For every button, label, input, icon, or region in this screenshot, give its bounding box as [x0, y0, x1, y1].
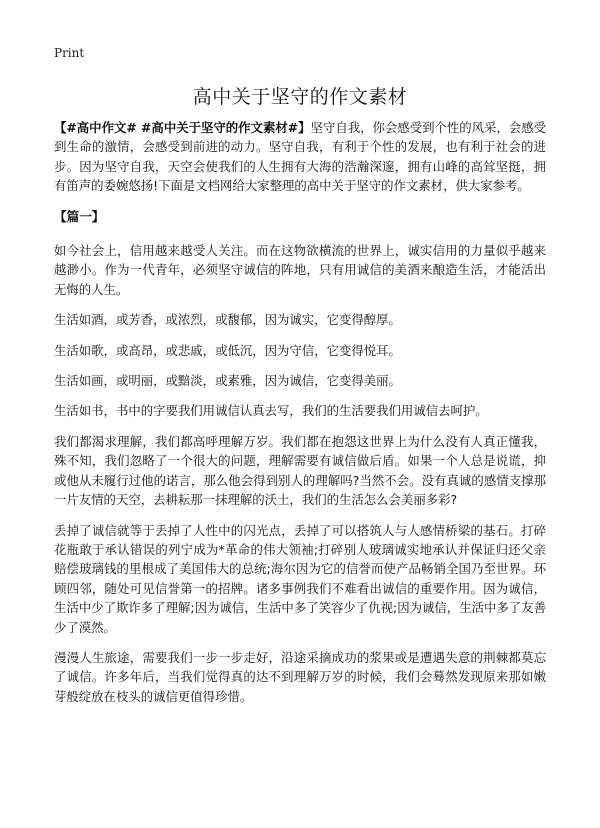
paragraph: 生活如歌，或高昂，或悲戚，或低沉，因为守信，它变得悦耳。 [54, 342, 401, 358]
section-heading: 【篇一】 [54, 208, 105, 224]
page-title: 高中关于坚守的作文素材 [192, 86, 408, 108]
intro-paragraph [54, 118, 546, 196]
paragraph: 丢掉了诚信就等于丢掉了人性中的闪光点，丢掉了可以搭筑人与人感情桥梁的基石。打碎花瓶敢于承认错误的列宁成为*革命的伟大领袖;打碎别人玻璃诚实地承认并保证归还父亲赔偿玻璃钱的里根成了美国伟大的总统;海尔因为它的信誉而使产品畅销全国乃至世界。环顾四邻，随处可见信誉第一的招牌。诸多事例我们不难看出诚信的重要作用。因为诚信，生活中少了欺诈多了理解;因为诚信，生活中多了笑容少了仇视;因为诚信，生活中多了友善少了漠然。 [54, 522, 546, 635]
paragraph: 生活如画，或明丽，或黯淡，或素雅，因为诚信，它变得美丽。 [54, 373, 401, 389]
paragraph: 生活如书，书中的字要我们用诚信认真去写，我们的生活要我们用诚信去呵护。 [54, 403, 488, 419]
intro-text: 坚守自我，你会感受到个性的风采，会感受到生命的激情，会感受到前进的动力。坚守自我，有利于个性的发展，也有利于社会的进步。因为坚守自我，天空会使我们的人生拥有大海的浩瀚深邃，拥有山峰的高耸坚挺，拥有笛声的委婉悠扬!下面是文档网给大家整理的高中关于坚守的作文素材，供大家参考。 [54, 120, 547, 194]
paragraph: 如今社会上，信用越来越受人关注。而在这物欲横流的世界上，诚实信用的力量似乎越来越渺小。作为一代青年，必须坚守诚信的阵地，只有用诚信的美酒来酿造生活，才能活出无悔的人生。 [54, 243, 546, 297]
paragraph: 漫漫人生旅途，需要我们一步一步走好，沿途采摘成功的浆果或是遭遇失意的荆棘都莫忘了诚信。许多年后，当我们觉得真的达不到理解万岁的时候，我们会蓦然发现原来那如嫩芽般绽放在枝头的诚信更值得珍惜。 [54, 649, 546, 704]
print-link[interactable]: Print [54, 46, 85, 60]
paragraph: 生活如酒，或芳香，或浓烈，或馥郁，因为诚实，它变得醇厚。 [54, 312, 401, 328]
paragraph: 我们都渴求理解，我们都高呼理解万岁。我们都在抱怨这世界上为什么没有人真正懂我，殊不知，我们忽略了一个很大的问题，理解需要有诚信做后盾。如果一个人总是说谎，抑或他从未履行过他的诺言，那么他会得到别人的理解吗?当然不会。没有真诚的感情支撑那一片友情的天空，去耕耘那一抹理解的沃土，我们的生活怎么会美丽多彩? [54, 433, 546, 508]
tag-line: 【#高中作文# #高中关于坚守的作文素材#】 [54, 120, 311, 135]
article-body [54, 118, 546, 717]
